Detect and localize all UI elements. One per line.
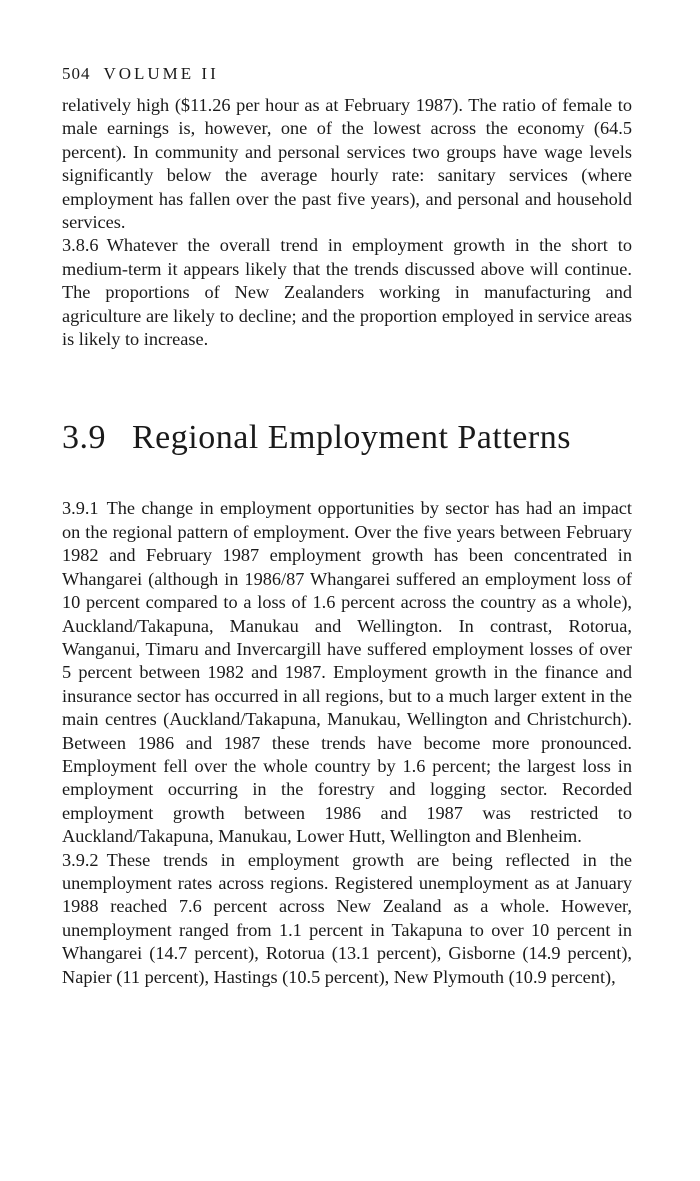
paragraph-text: relatively high ($11.26 per hour as at February 1987). The ratio of female to male earnings is, however, one of the lowest across the economy (64.5 percent). In community and personal services two groups have wage levels significantly below the average hourly rate: sanitary services (where employment has fallen over the past five years), and personal and household services. [62,95,632,233]
paragraph-3-9-2 [62,849,632,989]
paragraph-3-8-6 [62,234,632,351]
paragraph-number: 3.9.1 [62,498,99,519]
volume-label: VOLUME II [103,64,219,83]
section-heading [62,418,632,458]
paragraph-3-9-1 [62,497,632,848]
paragraph-text: Whatever the overall trend in employment growth in the short to medium-term it appears likely that the trends discussed above will continue. The proportions of New Zealanders working in manufacturing and agriculture are likely to decline; and the proportion employed in service areas is likely to increase. [62,235,632,350]
page-number: 504 [62,64,91,83]
running-header [62,62,632,86]
paragraph-continued [62,94,632,234]
paragraph-number: 3.9.2 [62,849,99,870]
section-number: 3.9 [62,419,106,457]
document-page [62,62,632,989]
paragraph-text: These trends in employment growth are being reflected in the unemployment rates across regions. Registered unemployment as at January 1988 reached 7.6 percent across New Zealand as a whole. However, unemployment ranged from 1.1 percent in Takapuna to over 10 percent in Whangarei (14.7 percent), Rotorua (13.1 percent), Gisborne (14.9 percent), Napier (11 percent), Hastings (10.5 percent), New Plymouth (10.9 percent), [62,849,632,987]
section-title: Regional Employment Patterns [132,419,571,457]
paragraph-text: The change in employment opportunities by sector has had an impact on the regional pattern of employment. Over the five years between February 1982 and February 1987 employment growth has been concentrated in Whangarei (although in 1986/87 Whangarei suffered an employment loss of 10 percent compared to a loss of 1.6 percent across the country as a whole), Auckland/Takapuna, Manukau and Wellington. In contrast, Rotorua, Wanganui, Timaru and Invercargill have suffered employment losses of over 5 percent between 1982 and 1987. Employment growth in the finance and insurance sector has occurred in all regions, but to a much larger extent in the main centres (Auckland/Takapuna, Manukau, Wellington and Christchurch). Between 1986 and 1987 these trends have become more pronounced. Employment fell over the whole country by 1.6 percent; the largest loss in employment occurring in the forestry and logging sector. Recorded employment growth between 1986 and 1987 was restricted to Auckland/Takapuna, Manukau, Lower Hutt, Wellington and Blenheim. [62,498,632,847]
paragraph-number: 3.8.6 [62,235,99,256]
